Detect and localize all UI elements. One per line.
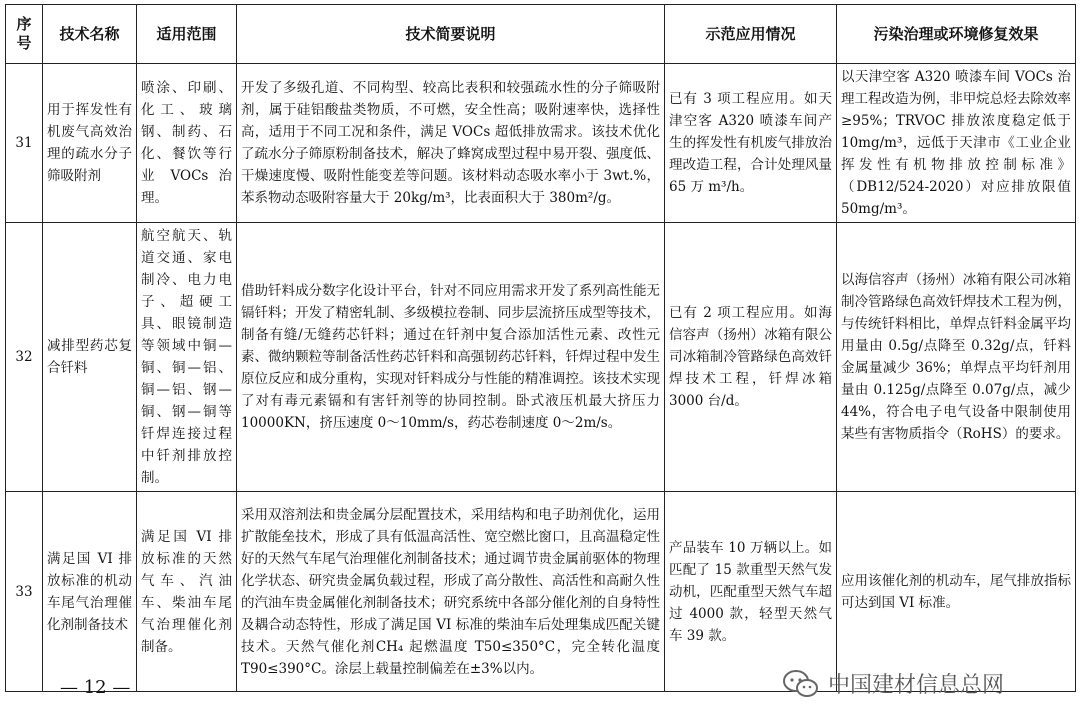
row-desc: 借助钎料成分数字化设计平台，针对不同应用需求开发了系列高性能无镉钎料；开发了精密轧制、多级模拉卷制、同步层流挤压成型等技术，制备有缝/无缝药芯钎料；通过在钎剂中复合添加活性元素、改性元素、微纳颗粒等制备活性药芯钎料和高强韧药芯钎料，钎焊过程中发生原位反应和成分重构，实现对钎料成分与性能的精准调控。该技术实现了对有毒元素镉和有害钎剂等的协同控制。卧式液压机最大挤压力 10000KN，挤压速度 0～10mm/s，药芯卷制速度 0～2m/s。 <box>237 223 665 492</box>
row-no: 31 <box>6 64 43 223</box>
table-row <box>6 64 1076 223</box>
row-desc: 采用双溶剂法和贵金属分层配置技术，采用结构和电子助剂优化，运用扩散能垒技术，形成了具有低温高活性、宽空燃比窗口，且高温稳定性好的天然气车尾气治理催化剂制备技术；通过调节贵金属前驱体的物理化学状态、研究贵金属负载过程，形成了高分散性、高活性和高耐久性的汽油车贵金属催化剂制备技术；研究系统中各部分催化剂的自身特性及耦合动态特性，形成了满足国 VI 标准的柴油车后处理集成匹配关键技术。天然气催化剂CH₄ 起燃温度 T50≤350°C，完全转化温度 T90≤390°C。涂层上载量控制偏差在±3%以内。 <box>237 492 665 692</box>
row-scope: 满足国 VI 排放标准的天然气车、汽油车、柴油车尾气治理催化剂制备。 <box>137 492 237 692</box>
table-row <box>6 223 1076 492</box>
row-name: 用于挥发性有机废气高效治理的疏水分子筛吸附剂 <box>43 64 137 223</box>
row-scope: 喷涂、印刷、化工、玻璃钢、制药、石化、餐饮等行业 VOCs 治理。 <box>137 64 237 223</box>
header-name: 技术名称 <box>43 5 137 64</box>
header-scope: 适用范围 <box>137 5 237 64</box>
technology-table <box>5 4 1076 692</box>
header-desc: 技术简要说明 <box>237 5 665 64</box>
row-demo: 已有 2 项工程应用。如海信容声（扬州）冰箱有限公司冰箱制冷管路绿色高效钎焊技术工程，钎焊冰箱 3000 台/d。 <box>665 223 837 492</box>
row-name: 满足国 VI 排放标准的机动车尾气治理催化剂制备技术 <box>43 492 137 692</box>
table-row <box>6 492 1076 692</box>
table-header-row <box>6 5 1076 64</box>
row-name: 减排型药芯复合钎料 <box>43 223 137 492</box>
header-no: 序号 <box>6 5 43 64</box>
row-effect: 以海信容声（扬州）冰箱有限公司冰箱制冷管路绿色高效钎焊技术工程为例，与传统钎料相比，单焊点钎料金属平均用量由 0.5g/点降至 0.32g/点，钎料金属量减少 36%；单焊点平均钎剂用量由 0.125g/点降至 0.07g/点，减少 44%，符合电子电气设备中限制使用某些有害物质指令（RoHS）的要求。 <box>837 223 1076 492</box>
page-number: — 12 — <box>60 677 131 698</box>
row-demo: 产品装车 10 万辆以上。如匹配了 15 款重型天然气发动机，匹配重型天然气车超过 4000 款，轻型天然气车 39 款。 <box>665 492 837 692</box>
header-demo: 示范应用情况 <box>665 5 837 64</box>
row-no: 33 <box>6 492 43 692</box>
wechat-icon <box>782 669 820 699</box>
watermark <box>782 668 1004 699</box>
row-effect: 应用该催化剂的机动车，尾气排放指标可达到国 VI 标准。 <box>837 492 1076 692</box>
row-effect: 以天津空客 A320 喷漆车间 VOCs 治理工程改造为例，非甲烷总烃去除效率≥95%；TRVOC 排放浓度稳定低于 10mg/m³，远低于天津市《工业企业挥发性有机物排放控制标准》（DB12/524-2020）对应排放限值 50mg/m³。 <box>837 64 1076 223</box>
row-desc: 开发了多级孔道、不同构型、较高比表积和较强疏水性的分子筛吸附剂，属于硅铝酸盐类物质，不可燃，安全性高；吸附速率快，选择性高，适用于不同工况和条件，满足 VOCs 超低排放需求。该技术优化了疏水分子筛原粉制备技术，解决了蜂窝成型过程中易开裂、强度低、干燥速度慢、吸附性能变差等问题。该材料动态吸水率小于 3wt.%，苯系物动态吸附容量大于 20kg/m³，比表面积大于 380m²/g。 <box>237 64 665 223</box>
row-scope: 航空航天、轨道交通、家电制冷、电力电子、超硬工具、眼镜制造等领域中铜—铜、铜—铝、铜—铝、钢—铜、钢—铜等钎焊连接过程中钎剂排放控制。 <box>137 223 237 492</box>
header-effect: 污染治理或环境修复效果 <box>837 5 1076 64</box>
row-no: 32 <box>6 223 43 492</box>
row-demo: 已有 3 项工程应用。如天津空客 A320 喷漆车间产生的挥发性有机废气排放治理改造工程，合计处理风量 65 万 m³/h。 <box>665 64 837 223</box>
watermark-text: 中国建材信息总网 <box>828 673 1005 698</box>
